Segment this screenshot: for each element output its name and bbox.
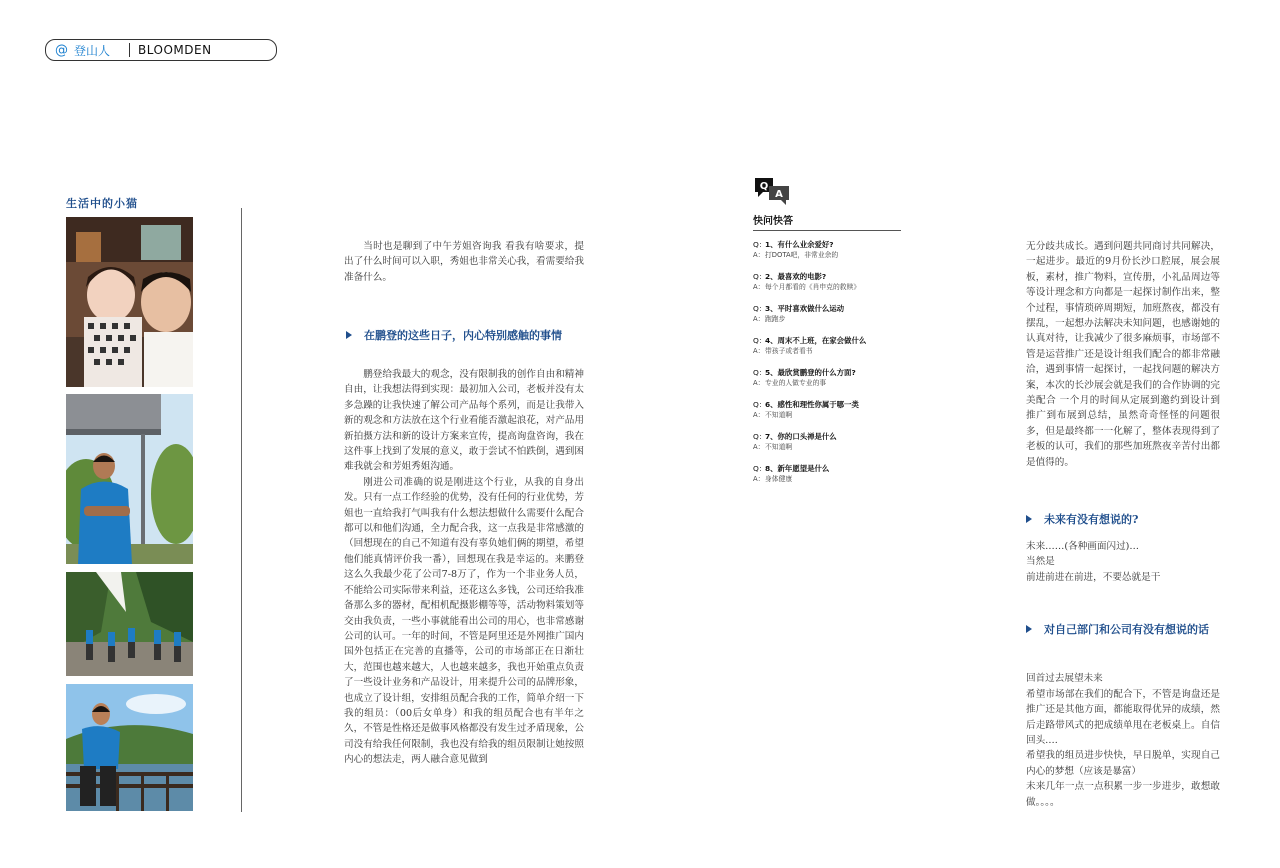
qa-question: [753, 463, 903, 474]
paragraph-2: 刚进公司准确的说是刚进这个行业，从我的自身出发。只有一点工作经验的优势，没有任何的行业优势，芳姐也一直给我打气叫我有什么想法想做什么需要什么配合都可以和他们沟通，全力配合我，这一点我是非常感激的（回想现在的自己不知道有没有辜负她们俩的期望，希望他们能真情评价我一番），回想现在我是幸运的。来鹏登这么久我最少花了公司7-8万了，作为一个非业务人员，不能给公司实际带来利益，还花这么多钱，公司还给我准备那么多的器材，配相机配摄影棚等等，活动物料策划等交由我负责，一些小事就能看出公司的用心，也非常感谢公司的认可。一年的时间，不管是阿里还是外网推广国内国外包括正在完善的直播等，公司的市场部正在日渐壮大，范围也越来越大，人也越来越多，我也开始重点负责了一些设计业务和产品设计，用来提升公司的品牌形象，也成立了设计组，安排组员配合我的工作，简单介绍一下我的组员：（00后女单身）和我的组员配合也有半年之久，不管是性格还是做事风格都没有发生过矛盾现象，公司没有给我任何限制，我也没有给我的组员限制让她按照内心的想法走，两人融合意见做到: [344, 476, 584, 766]
intro-text: 当时也是聊到了中午芳姐咨询我 看我有啥要求，提出了什么时间可以入职，秀姐也非常关心我，看需要给我准备什么。: [344, 241, 584, 283]
future-line: 当然是: [1026, 556, 1055, 568]
qa-answer: [753, 410, 903, 421]
qa-q-prefix: Q：: [753, 272, 767, 281]
qa-item: [753, 431, 903, 453]
qa-icon-q: Q: [759, 181, 769, 192]
qa-answer-text: 跑跑步: [765, 315, 786, 323]
triangle-bullet-icon: [346, 331, 352, 339]
qa-question: [753, 239, 903, 250]
closing-text: 回首过去展望未来 希望市场部在我们的配合下，不管是询盘还是推广还是其他方面，都能取得优异的成绩，然后走路带风式的把成绩单甩在老板桌上。自信回头…. 希望我的组员进步快快，早日脱单，实现自己内心的梦想（应该是暴富） 未来几年一点一点积累一步一步进步，敢想敢做。。。。: [1026, 673, 1220, 808]
section-heading-2-text: 未来有没有想说的?: [1044, 513, 1139, 526]
paragraph-1: 鹏登给我最大的观念，没有限制我的创作自由和精神自由，让我想法得到实现：最初加入公司，老板并没有太多急躁的让我快速了解公司产品每个系列，而是让我带入新的观念和方法放在这个行业看能否激起浪花，对产品用新拍摄方法和新的设计方案来宣传，提高询盘咨询，我在这件事上找到了发展的意义，敢于尝试不怕跌倒，遇到困难我就会和芳姐秀姐沟通。: [344, 369, 584, 473]
qa-answer-text: 每个月都看的《肖申克的救赎》: [765, 283, 861, 291]
qa-answer: [753, 442, 903, 453]
qa-a-prefix: A：: [753, 411, 765, 419]
photo-caption: 生活中的小猫: [66, 197, 138, 210]
qa-answer: [753, 346, 903, 357]
qa-question-text: 8、新年愿望是什么: [765, 464, 830, 473]
qa-a-prefix: A：: [753, 475, 765, 483]
qa-section: [753, 176, 903, 495]
qa-question-text: 4、周末不上班，在家会做什么: [765, 336, 867, 345]
paragraph-3: 无分歧共成长。遇到问题共同商讨共同解决，一起进步。最近的9月份长沙口腔展，展会展板，素材，推广物料，宣传册，小礼品周边等等设计理念和方向都是一起探讨制作出来，整个过程，事情琐碎周期短，加班熬夜，都没有摆乱，一起想办法解决未知问题，也感谢她的认真对待，让我减少了很多麻烦事，市场部不管是运营推广还是设计组我们配合的都非常融洽，遇到事情一起探讨，一起找问题的解决方案，本次的长沙展会就是我们的合作协调的完美配合 一个月的时间从定展到邀约到设计到推广到布展到总结，虽然奇奇怪怪的问题很多，但是最终都一一化解了，整体表现得到了老板的认可，我们的那些加班熬夜辛苦付出都是值得的。: [1026, 241, 1220, 468]
qa-question-text: 1、有什么业余爱好?: [765, 240, 834, 249]
qa-a-prefix: A：: [753, 347, 765, 355]
qa-q-prefix: Q：: [753, 432, 767, 441]
brand-chinese: 登山人: [74, 43, 111, 58]
qa-q-prefix: Q：: [753, 240, 767, 249]
body-column-right: [1026, 239, 1220, 470]
qa-answer-text: 不知道啊: [765, 411, 793, 419]
qa-list: [753, 239, 903, 485]
qa-question-text: 3、平时喜欢做什么运动: [765, 304, 845, 313]
qa-answer: [753, 250, 903, 261]
triangle-bullet-icon: [1026, 515, 1032, 523]
qa-answer: [753, 474, 903, 485]
photo-outdoor: [66, 394, 193, 564]
future-lines: [1026, 539, 1160, 585]
qa-answer-text: 带孩子或者看书: [765, 347, 813, 355]
qa-question-text: 5、最欣赏鹏登的什么方面?: [765, 368, 856, 377]
qa-title: 快问快答: [753, 216, 793, 227]
qa-a-prefix: A：: [753, 315, 765, 323]
qa-a-prefix: A：: [753, 379, 765, 387]
qa-item: [753, 463, 903, 485]
qa-a-prefix: A：: [753, 443, 765, 451]
qa-item: [753, 335, 903, 357]
photo-lake: [66, 684, 193, 811]
qa-question: [753, 399, 903, 410]
qa-answer-text: 打DOTA吧，非常业余的: [765, 251, 839, 259]
brand-english: BLOOMDEN: [138, 43, 212, 57]
section-heading-2: [1026, 511, 1138, 527]
closing-block: [1026, 656, 1220, 825]
qa-answer-text: 专业的人做专业的事: [765, 379, 827, 387]
photo-mountain: [66, 572, 193, 676]
qa-answer-text: 身体健康: [765, 475, 793, 483]
qa-question: [753, 367, 903, 378]
photo-selfie: [66, 217, 193, 387]
qa-a-prefix: A：: [753, 251, 765, 259]
qa-q-prefix: Q：: [753, 400, 767, 409]
qa-question: [753, 335, 903, 346]
qa-icon-a: A: [775, 189, 783, 200]
section-heading-1-text: 在鹏登的这些日子，内心特别感触的事情: [364, 329, 562, 342]
qa-question-text: 6、感性和理性你属于哪一类: [765, 400, 859, 409]
qa-item: [753, 367, 903, 389]
qa-answer-text: 不知道啊: [765, 443, 793, 451]
section-heading-1: [346, 327, 562, 343]
qa-speech-bubble-icon: [753, 176, 791, 206]
qa-question-text: 2、最喜欢的电影?: [765, 272, 827, 281]
qa-answer: [753, 282, 903, 293]
qa-question: [753, 271, 903, 282]
at-icon: @: [55, 42, 68, 58]
intro-paragraph: [344, 239, 584, 285]
qa-q-prefix: Q：: [753, 304, 767, 313]
qa-item: [753, 271, 903, 293]
qa-question: [753, 303, 903, 314]
qa-q-prefix: Q：: [753, 464, 767, 473]
qa-a-prefix: A：: [753, 283, 765, 291]
qa-item: [753, 303, 903, 325]
future-line: 未来……(各种画面闪过)…: [1026, 541, 1140, 552]
header-badge: [45, 39, 277, 61]
column-divider: [241, 208, 242, 812]
qa-q-prefix: Q：: [753, 336, 767, 345]
qa-item: [753, 239, 903, 261]
qa-question-text: 7、你的口头禅是什么: [765, 432, 837, 441]
qa-rule: [753, 230, 901, 231]
qa-q-prefix: Q：: [753, 368, 767, 377]
qa-item: [753, 399, 903, 421]
qa-answer: [753, 378, 903, 389]
section-heading-3-text: 对自己部门和公司有没有想说的话: [1044, 623, 1209, 636]
qa-question: [753, 431, 903, 442]
qa-answer: [753, 314, 903, 325]
header-divider: [129, 43, 130, 57]
section-heading-3: [1026, 621, 1209, 637]
future-line: 前进前进在前进，不要怂就是干: [1026, 571, 1161, 583]
triangle-bullet-icon: [1026, 625, 1032, 633]
body-column-left: [344, 367, 584, 768]
